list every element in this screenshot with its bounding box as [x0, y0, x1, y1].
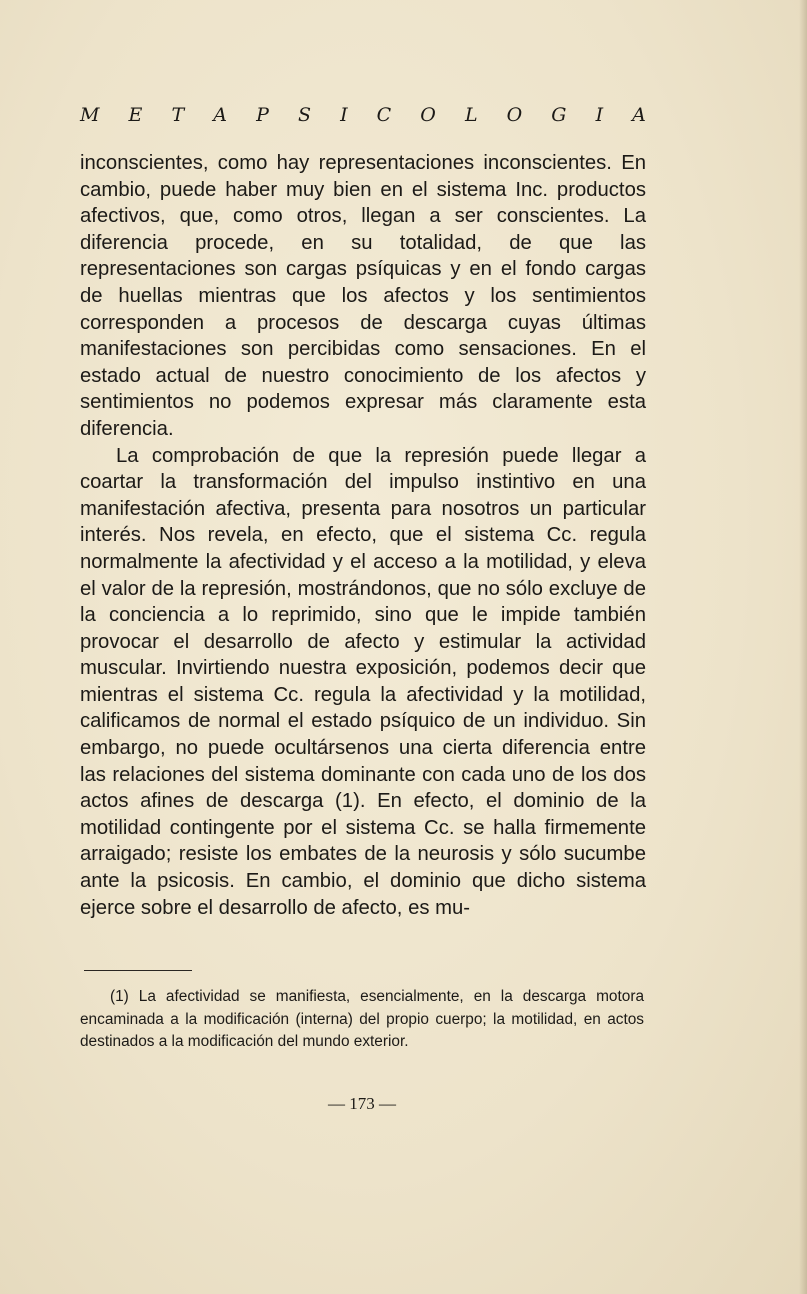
- running-head: [80, 104, 646, 126]
- running-head-letter: L: [464, 104, 478, 126]
- running-head-letter: C: [376, 104, 392, 126]
- running-head-letter: A: [213, 104, 227, 126]
- running-head-letter: I: [595, 104, 604, 126]
- body-text: [80, 150, 646, 921]
- footnote: [80, 986, 644, 1054]
- running-head-letter: T: [171, 104, 185, 126]
- running-head-letter: I: [340, 104, 348, 126]
- running-head-letter: M: [80, 104, 100, 126]
- running-head-letter: O: [506, 104, 523, 126]
- running-head-letter: A: [632, 104, 646, 126]
- running-head-letter: S: [297, 104, 311, 126]
- page-edge-shadow: [799, 0, 807, 1294]
- running-head-letter: E: [128, 104, 143, 126]
- running-head-letter: P: [256, 104, 269, 126]
- running-head-letter: G: [551, 104, 567, 126]
- paragraph: La comprobación de que la represión puede llegar a coartar la transformación del impulso instintivo en una manifestación afectiva, presenta para nosotros un particular interés. Nos revela, en efecto, que el sistema Cc. regula normalmente la afectividad y el acceso a la motilidad, y eleva el valor de la represión, mostrándonos, que no sólo excluye de la conciencia a lo reprimido, sino que le impide también provocar el desarrollo de afecto y estimular la actividad muscular. Invirtiendo nuestra exposición, podemos decir que mientras el sistema Cc. regula la afectividad y la motilidad, calificamos de normal el estado psíquico de un individuo. Sin embargo, no puede ocultársenos una cierta diferencia entre las relaciones del sistema dominante con cada uno de los dos actos afines de descarga (1). En efecto, el dominio de la motilidad contingente por el sistema Cc. se halla firmemente arraigado; resiste los embates de la neurosis y sólo sucumbe ante la psicosis. En cambio, el dominio que dicho sistema ejerce sobre el desarrollo de afecto, es mu-: [80, 444, 646, 919]
- paragraph-continuation: inconscientes, como hay representaciones inconscientes. En cambio, puede haber muy bien en el sistema Inc. productos afectivos, que, como otros, llegan a ser conscientes. La diferencia procede, en su totalidad, de que las representaciones son cargas psíquicas y en el fondo cargas de huellas mientras que los afectos y los sentimientos corresponden a procesos de descarga cuyas últimas manifestaciones son percibidas como sensaciones. En el estado actual de nuestro conocimiento de los afectos y sentimientos no podemos expresar más claramente esta diferencia.: [80, 152, 646, 440]
- footnote-text: (1) La afectividad se manifiesta, esencialmente, en la descarga motora encaminada a la modificación (interna) del propio cuerpo; la motilidad, en actos destinados a la modificación del mundo exterior.: [80, 988, 644, 1050]
- running-head-letter: O: [420, 104, 436, 126]
- footnote-divider: [84, 970, 192, 971]
- page-number: — 173 —: [328, 1094, 396, 1113]
